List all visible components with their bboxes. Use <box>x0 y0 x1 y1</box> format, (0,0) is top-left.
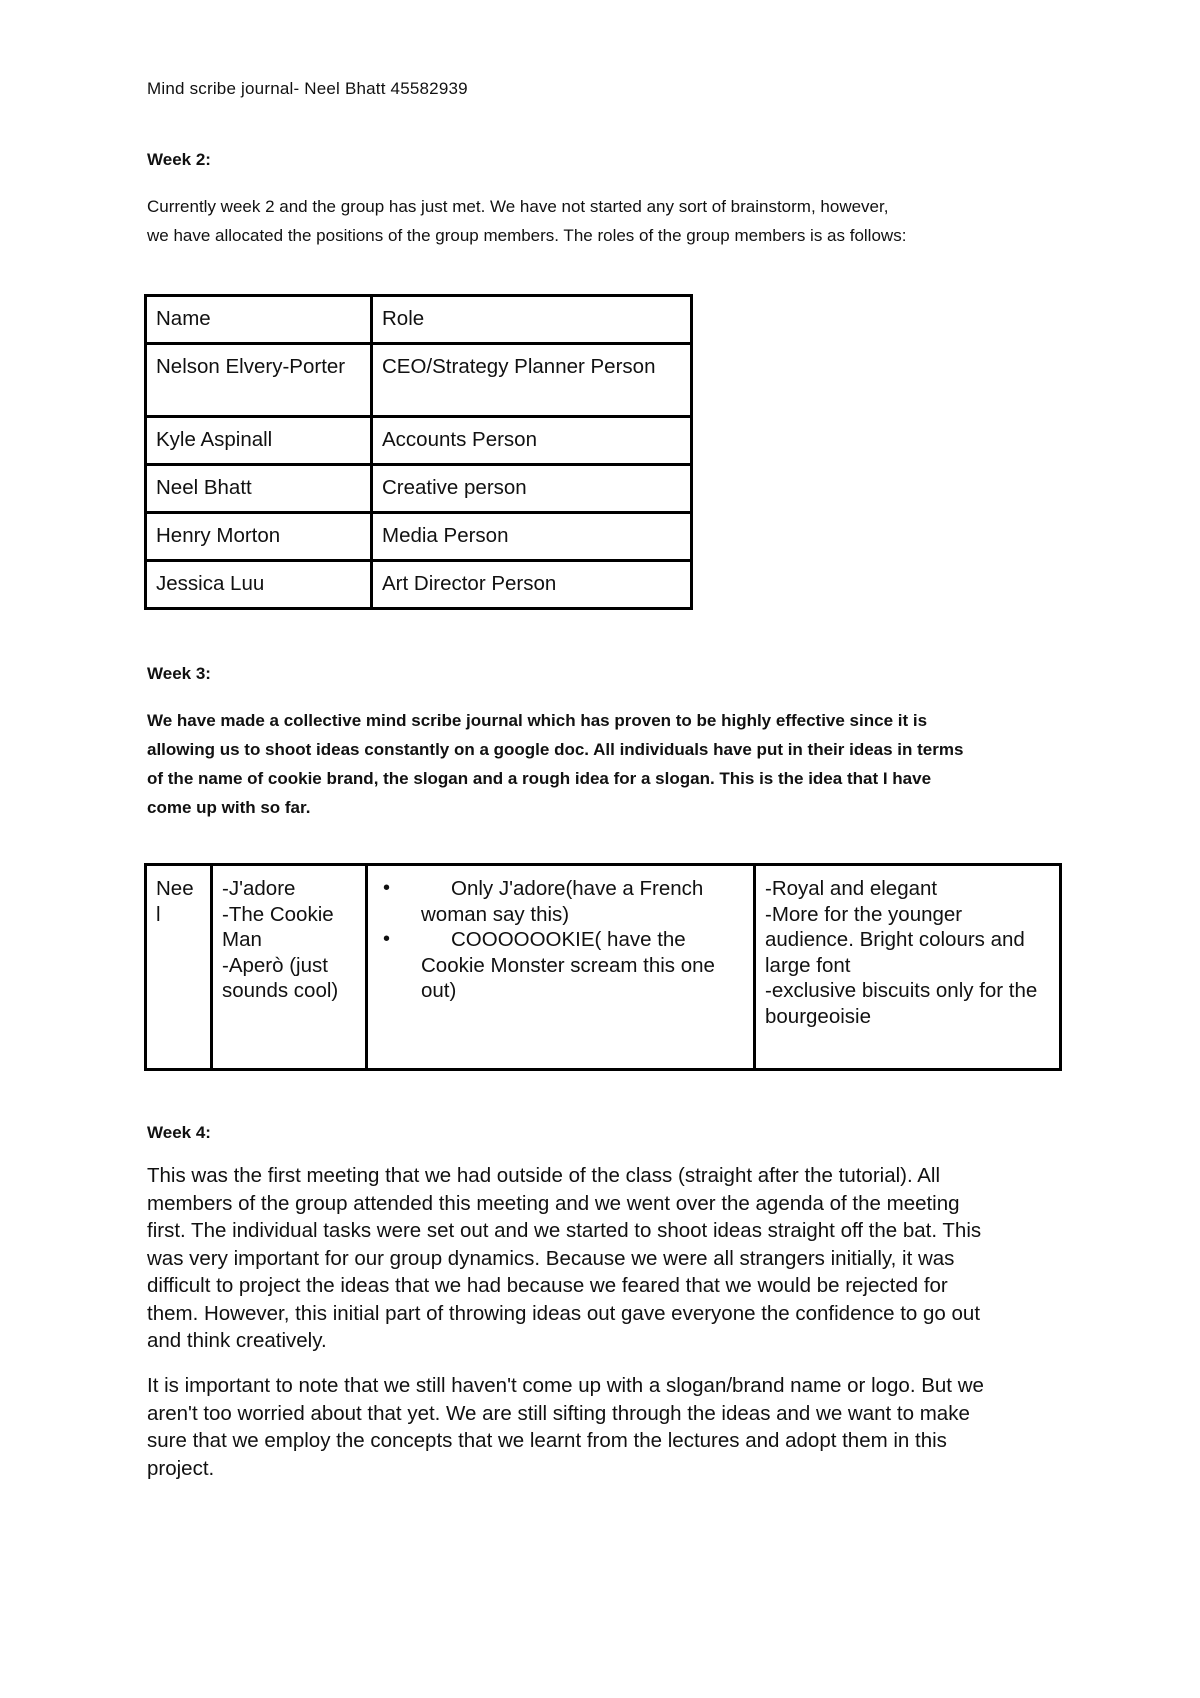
paragraph-line: project. <box>147 1456 215 1480</box>
brand-name-line: -The Cookie <box>222 902 334 926</box>
week-2-paragraph <box>147 192 1077 250</box>
slogan-item: • Only J'adore(have a French woman say this) <box>421 876 747 927</box>
author-name-line: l <box>156 902 161 926</box>
document-header: Mind scribe journal- Neel Bhatt 45582939 <box>147 79 468 98</box>
member-role: Art Director Person <box>372 561 692 609</box>
table-row <box>146 465 692 513</box>
week-3-paragraph <box>147 706 1077 822</box>
paragraph-line: was very important for our group dynamics. Because we were all strangers initially, it was <box>147 1246 955 1270</box>
week-4-heading: Week 4: <box>147 1123 211 1142</box>
member-name: Jessica Luu <box>146 561 372 609</box>
slogan-item: • COOOOOOKIE( have the Cookie Monster scream this one out) <box>421 927 747 1004</box>
role-header: Role <box>372 296 692 344</box>
name-header: Name <box>146 296 372 344</box>
member-role: Creative person <box>372 465 692 513</box>
slogans-cell <box>367 865 755 1070</box>
table-row <box>146 513 692 561</box>
idea-line: -exclusive biscuits only for the bourgeoisie <box>765 979 1038 1028</box>
week-4-paragraph-2 <box>147 1372 1077 1482</box>
author-cell <box>146 865 212 1070</box>
paragraph-line: come up with so far. <box>147 798 311 817</box>
paragraph-line: This was the first meeting that we had outside of the class (straight after the tutorial). All <box>147 1164 941 1187</box>
member-name: Henry Morton <box>146 513 372 561</box>
author-name-line: Nee <box>156 877 194 900</box>
paragraph-line: members of the group attended this meeting and we went over the agenda of the meeting <box>147 1191 960 1215</box>
table-header-row <box>146 296 692 344</box>
idea-line: -More for the younger audience. Bright colours and large font <box>765 902 1025 977</box>
slogan-list <box>377 876 747 1004</box>
table-row <box>146 865 1061 1070</box>
week-2-heading: Week 2: <box>147 150 211 169</box>
roles-table <box>144 294 693 610</box>
paragraph-line: of the name of cookie brand, the slogan and a rough idea for a slogan. This is the idea that I have <box>147 769 932 788</box>
ideas-table <box>144 863 1062 1071</box>
paragraph-line: first. The individual tasks were set out and we started to shoot ideas straight off the bat. This <box>147 1219 982 1242</box>
paragraph-line: It is important to note that we still haven't come up with a slogan/brand name or logo. But we <box>147 1374 984 1397</box>
member-role: Accounts Person <box>372 417 692 465</box>
member-role: CEO/Strategy Planner Person <box>372 344 692 417</box>
paragraph-line: We have made a collective mind scribe journal which has proven to be highly effective since it is <box>147 711 928 730</box>
brand-names-cell <box>212 865 367 1070</box>
week-3-heading: Week 3: <box>147 664 211 683</box>
brand-name-line: -J'adore <box>222 877 296 900</box>
member-name: Kyle Aspinall <box>146 417 372 465</box>
idea-line: -Royal and elegant <box>765 877 938 900</box>
table-row <box>146 417 692 465</box>
paragraph-line: and think creatively. <box>147 1329 327 1352</box>
paragraph-line: aren't too worried about that yet. We are still sifting through the ideas and we want to make <box>147 1401 970 1425</box>
paragraph-line: them. However, this initial part of throwing ideas out gave everyone the confidence to go out <box>147 1301 981 1325</box>
paragraph-line: difficult to project the ideas that we had because we feared that we would be rejected for <box>147 1274 948 1297</box>
member-role: Media Person <box>372 513 692 561</box>
paragraph-line: we have allocated the positions of the group members. The roles of the group members is as follows: <box>147 226 907 245</box>
week-4-paragraph-1 <box>147 1162 1077 1355</box>
member-name: Neel Bhatt <box>146 465 372 513</box>
table-row <box>146 561 692 609</box>
paragraph-line: allowing us to shoot ideas constantly on a google doc. All individuals have put in their ideas in terms <box>147 740 964 759</box>
paragraph-line: Currently week 2 and the group has just met. We have not started any sort of brainstorm, however, <box>147 197 889 216</box>
table-row <box>146 344 692 417</box>
paragraph-line: sure that we employ the concepts that we learnt from the lectures and adopt them in this <box>147 1429 947 1452</box>
brand-name-line: Man <box>222 928 262 951</box>
brand-name-line: -Aperò (just <box>222 953 328 977</box>
ideas-cell <box>755 865 1061 1070</box>
member-name: Nelson Elvery-Porter <box>146 344 372 417</box>
brand-name-line: sounds cool) <box>222 979 339 1002</box>
